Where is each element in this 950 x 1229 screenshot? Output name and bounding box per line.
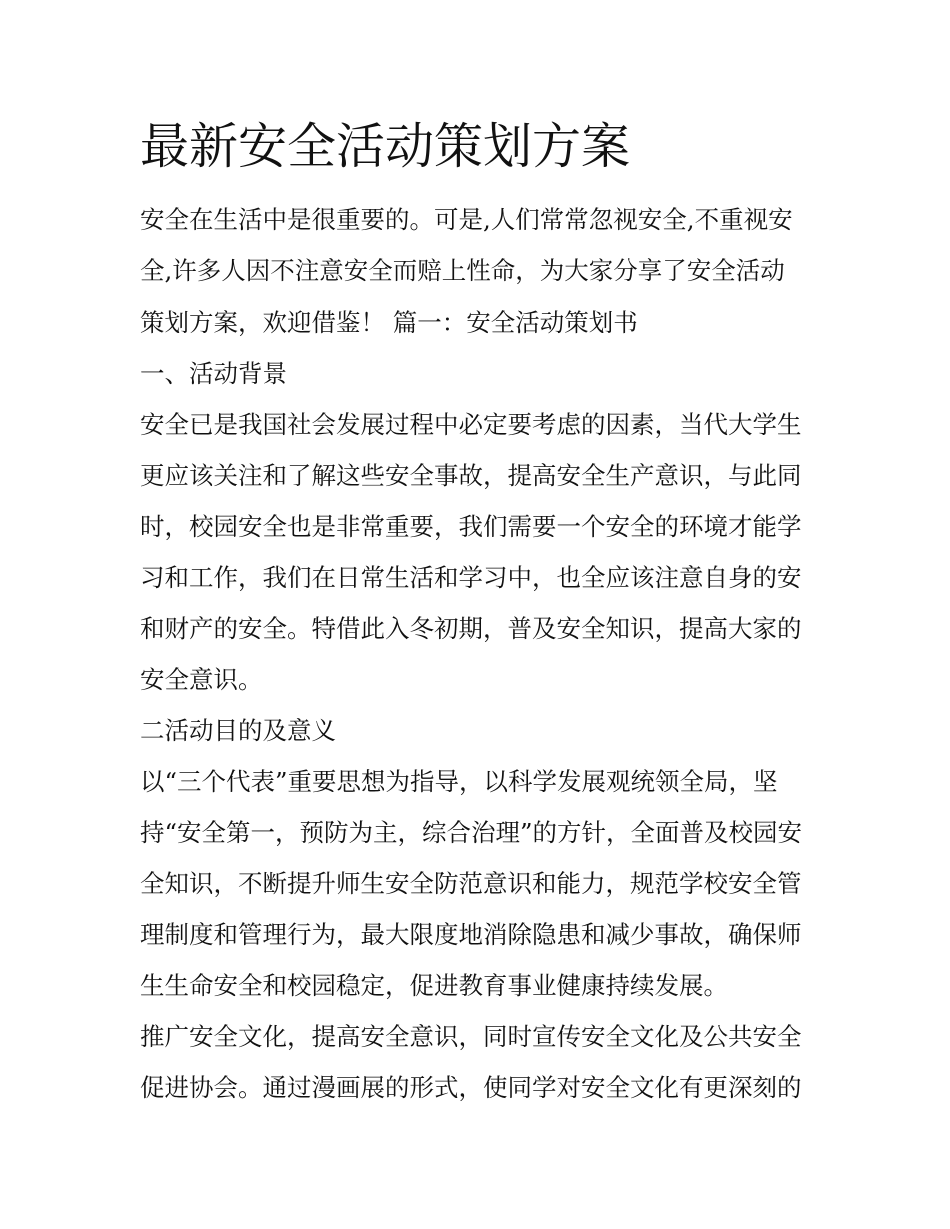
text-line: 安全在生活中是很重要的。可是,人们常常忽视安全,不重视安 (140, 205, 793, 234)
document-title: 最新安全活动策划方案 (140, 118, 631, 175)
text-line: 和财产的安全。特借此入冬初期，普及安全知识，提高大家的 (140, 614, 802, 643)
text-line: 更应该关注和了解这些安全事故，提高安全生产意识，与此同 (140, 461, 802, 490)
text-line: 安全已是我国社会发展过程中必定要考虑的因素，当代大学生 (140, 410, 802, 439)
section-heading: 二活动目的及意义 (140, 716, 336, 745)
text-line: 安全意识。 (140, 665, 263, 694)
text-line: 促进协会。通过漫画展的形式，使同学对安全文化有更深刻的 (140, 1073, 802, 1102)
text-line: 推广安全文化，提高安全意识，同时宣传安全文化及公共安全 (140, 1022, 802, 1051)
text-line: 理制度和管理行为，最大限度地消除隐患和减少事故，确保师 (140, 920, 802, 949)
text-line: 全,许多人因不注意安全而赔上性命，为大家分享了安全活动 (140, 256, 785, 285)
text-line: 生生命安全和校园稳定，促进教育事业健康持续发展。 (140, 971, 728, 1000)
text-line: 时，校园安全也是非常重要，我们需要一个安全的环境才能学 (140, 512, 802, 541)
text-line: 习和工作，我们在日常生活和学习中，也全应该注意自身的安 (140, 563, 802, 592)
text-line: 以“三个代表”重要思想为指导，以科学发展观统领全局，坚 (140, 767, 778, 796)
section-heading: 一、活动背景 (140, 359, 287, 388)
text-line: 全知识，不断提升师生安全防范意识和能力，规范学校安全管 (140, 869, 802, 898)
text-line: 策划方案，欢迎借鉴！ 篇一：安全活动策划书 (140, 308, 638, 337)
text-line: 持“安全第一，预防为主，综合治理”的方针，全面普及校园安 (140, 818, 803, 847)
